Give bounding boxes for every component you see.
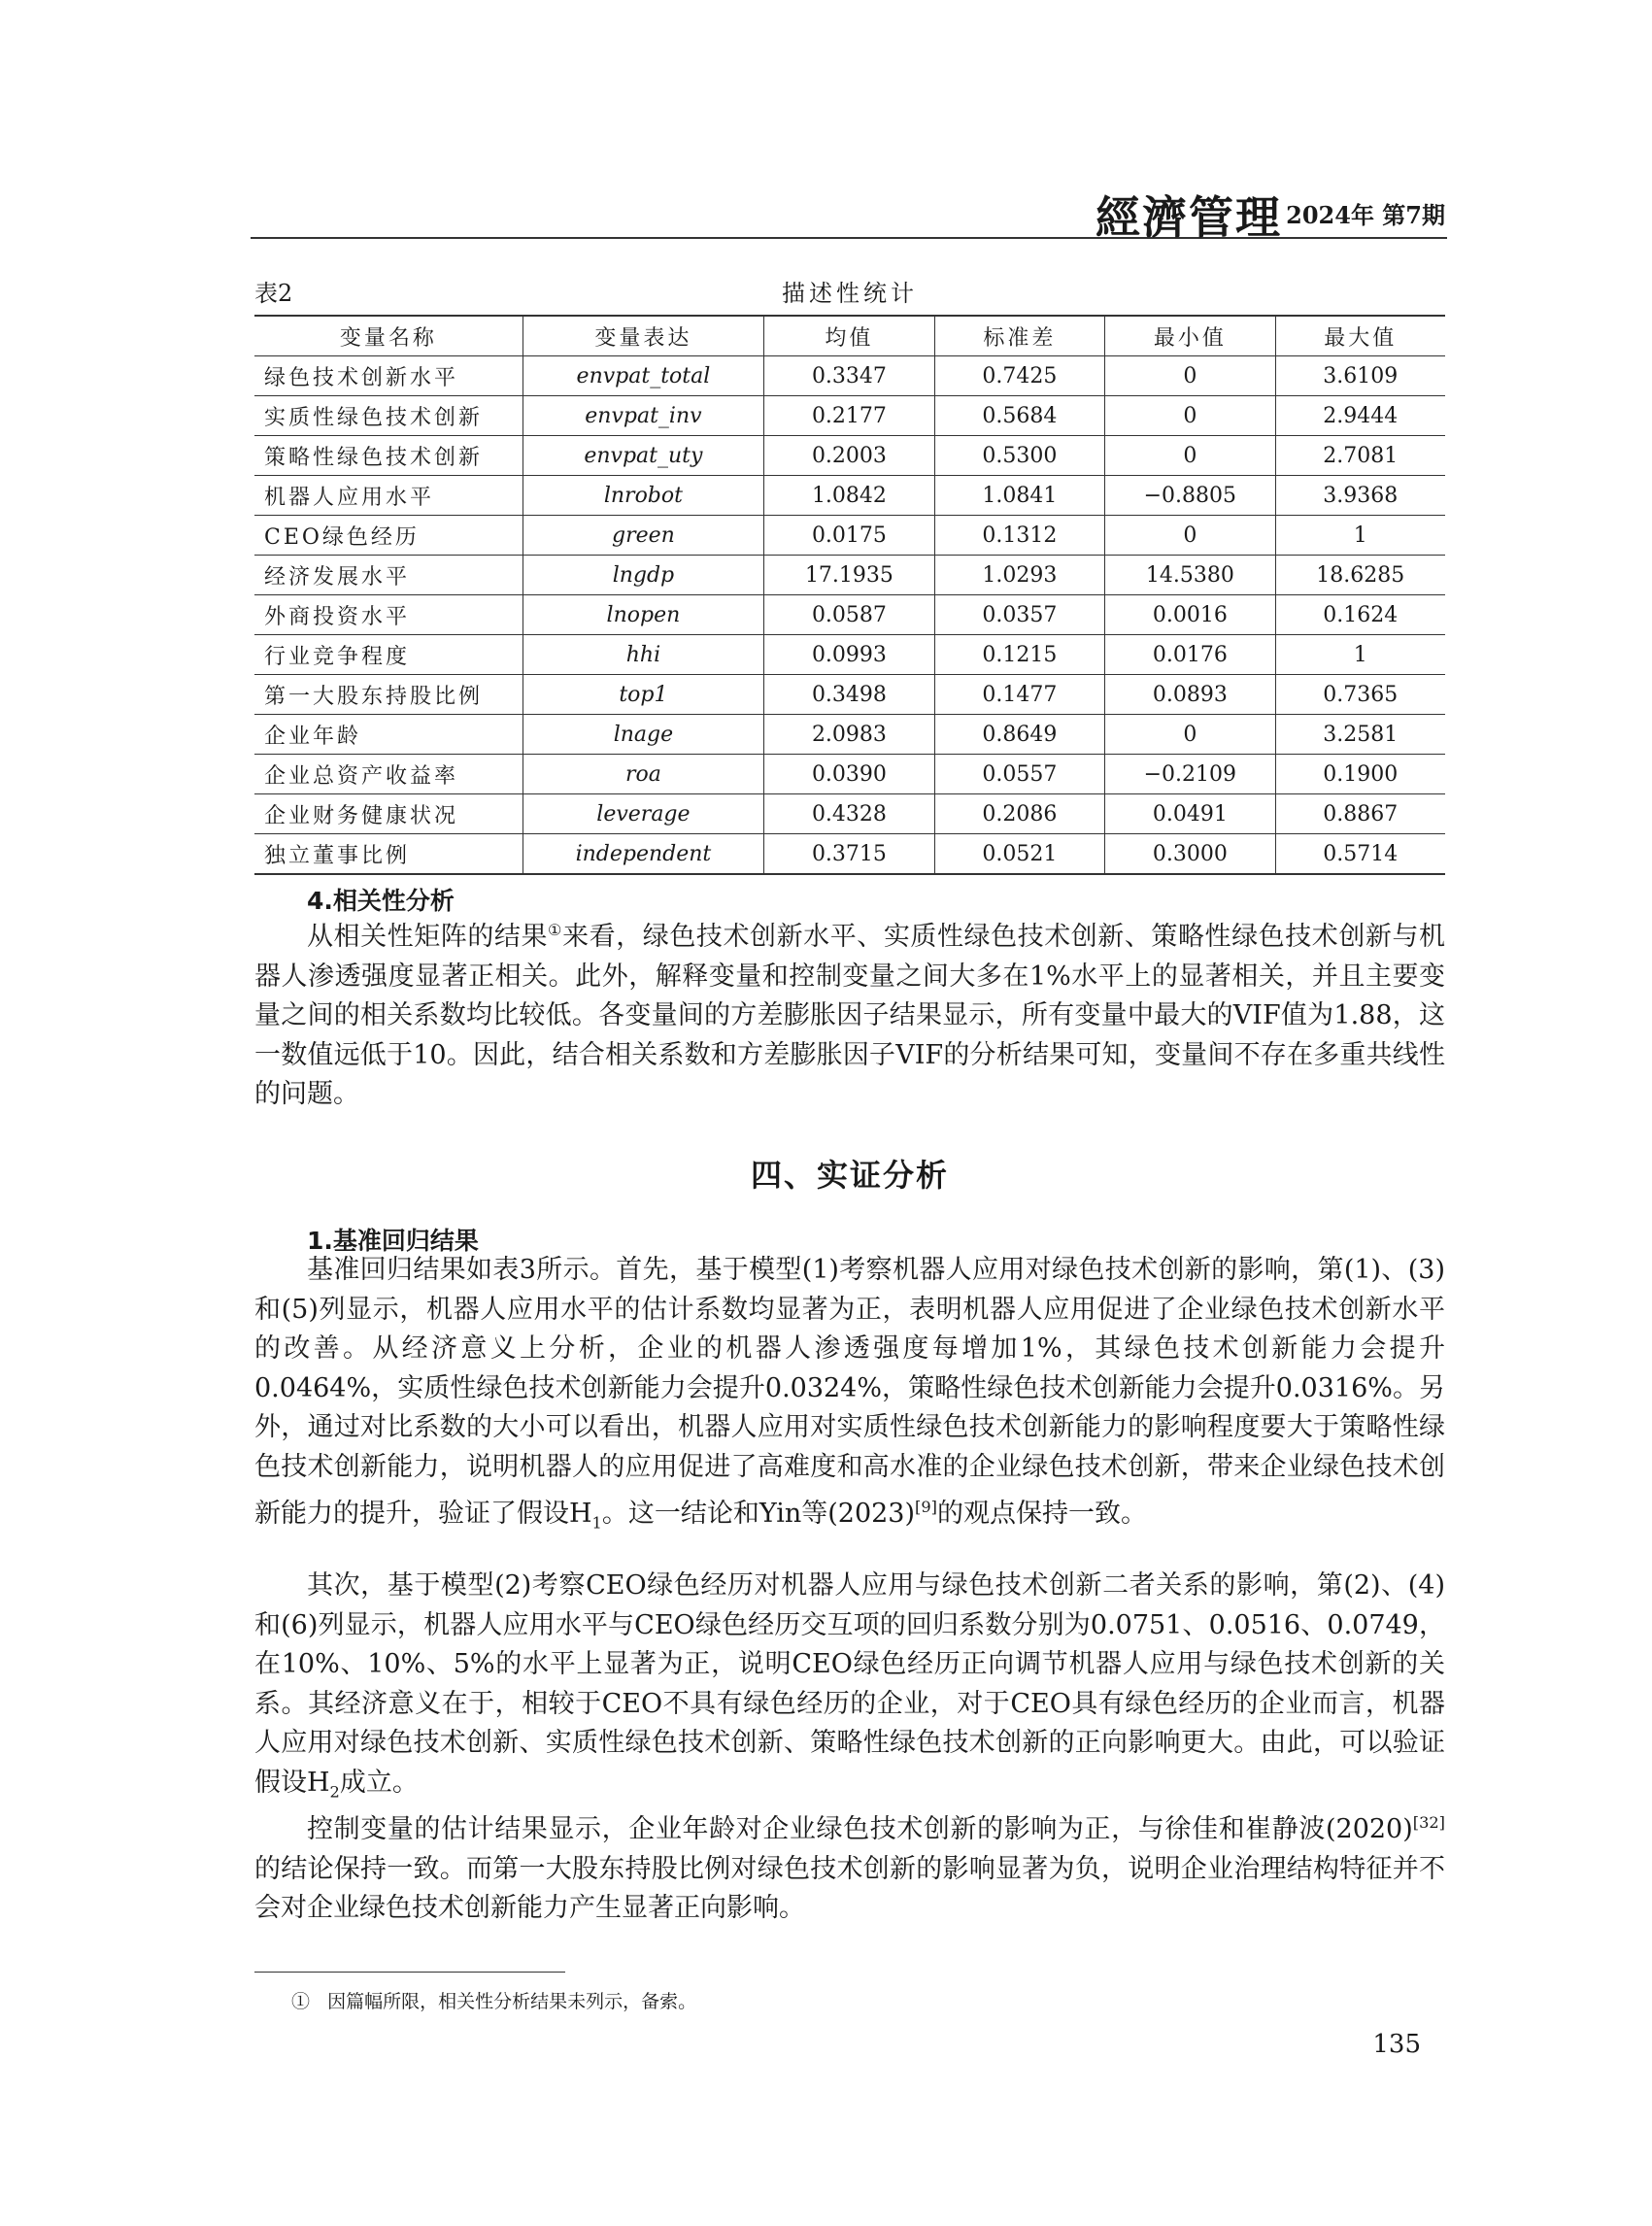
max-cell: 2.7081 [1275, 436, 1445, 476]
max-cell: 1 [1275, 516, 1445, 556]
std-cell: 0.0521 [934, 834, 1104, 875]
page-header [251, 175, 1447, 244]
table-row [254, 675, 1445, 715]
variable-name-cell: 绿色技术创新水平 [254, 356, 523, 396]
variable-expression-cell: independent [523, 834, 764, 875]
table-body [254, 356, 1445, 875]
table-title: 描述性统计 [782, 280, 918, 307]
section-heading-correlation: 4.相关性分析 [307, 887, 455, 915]
variable-expression-cell: lnage [523, 715, 764, 755]
variable-name-cell: 企业年龄 [254, 715, 523, 755]
std-cell: 0.7425 [934, 356, 1104, 396]
std-cell: 0.5300 [934, 436, 1104, 476]
max-cell: 3.6109 [1275, 356, 1445, 396]
min-cell: 0 [1105, 436, 1275, 476]
variable-name-cell: 第一大股东持股比例 [254, 675, 523, 715]
page-number: 135 [1372, 2030, 1421, 2059]
table-caption [254, 270, 1445, 309]
min-cell: 0 [1105, 715, 1275, 755]
min-cell: 0 [1105, 356, 1275, 396]
std-cell: 0.1215 [934, 635, 1104, 675]
min-cell: 0.0491 [1105, 794, 1275, 834]
journal-name: 經濟管理 [1096, 191, 1282, 244]
section-heading-baseline: 1.基准回归结果 [307, 1227, 479, 1255]
max-cell: 1 [1275, 635, 1445, 675]
column-header: 变量表达 [523, 316, 764, 356]
mean-cell: 0.2003 [764, 436, 934, 476]
min-cell: 0.3000 [1105, 834, 1275, 875]
table-row [254, 556, 1445, 595]
table-row [254, 516, 1445, 556]
baseline-paragraph-1 [254, 1251, 1445, 1543]
min-cell: 0 [1105, 516, 1275, 556]
mean-cell: 1.0842 [764, 476, 934, 516]
mean-cell: 0.0175 [764, 516, 934, 556]
paragraph-text: 来看，绿色技术创新水平、实质性绿色技术创新、策略性绿色技术创新与机器人渗透强度显著正相关。此外，解释变量和控制变量之间大多在1%水平上的显著相关，并且主要变量之间的相关系数均比较低。各变量间的方差膨胀因子结果显示，所有变量中最大的VIF值为1.88，这一数值远低于10。因此，结合相关系数和方差膨胀因子VIF的分析结果可知，变量间不存在多重共线性的问题。 [254, 922, 1446, 1110]
table-number: 表2 [254, 280, 293, 307]
issue-label: 2024年 第7期 [1286, 201, 1445, 229]
std-cell: 1.0841 [934, 476, 1104, 516]
subscript: 2 [329, 1782, 340, 1802]
paragraph-text: 的观点保持一致。 [936, 1498, 1147, 1529]
descriptive-statistics-table [254, 315, 1445, 875]
table-row [254, 396, 1445, 436]
mean-cell: 0.4328 [764, 794, 934, 834]
paragraph-text: 成立。 [339, 1767, 419, 1798]
footnote-marker: ① [291, 1991, 311, 2012]
variable-name-cell: 企业总资产收益率 [254, 755, 523, 794]
std-cell: 0.8649 [934, 715, 1104, 755]
std-cell: 0.5684 [934, 396, 1104, 436]
max-cell: 0.8867 [1275, 794, 1445, 834]
std-cell: 0.1312 [934, 516, 1104, 556]
table-row [254, 595, 1445, 635]
min-cell: 0.0016 [1105, 595, 1275, 635]
variable-name-cell: 外商投资水平 [254, 595, 523, 635]
correlation-paragraph [254, 911, 1445, 1115]
column-header: 标准差 [934, 316, 1104, 356]
mean-cell: 0.0993 [764, 635, 934, 675]
subscript: 1 [591, 1512, 602, 1532]
max-cell: 0.1624 [1275, 595, 1445, 635]
table-row [254, 436, 1445, 476]
footnote-text: 因篇幅所限，相关性分析结果未列示，备索。 [327, 1991, 697, 2012]
mean-cell: 0.3498 [764, 675, 934, 715]
variable-expression-cell: envpat_inv [523, 396, 764, 436]
max-cell: 0.7365 [1275, 675, 1445, 715]
table-row [254, 755, 1445, 794]
variable-name-cell: 机器人应用水平 [254, 476, 523, 516]
std-cell: 0.0557 [934, 755, 1104, 794]
variable-expression-cell: envpat_uty [523, 436, 764, 476]
table-row [254, 635, 1445, 675]
std-cell: 0.2086 [934, 794, 1104, 834]
table-header-row [254, 316, 1445, 356]
min-cell: 0 [1105, 396, 1275, 436]
variable-expression-cell: lnrobot [523, 476, 764, 516]
max-cell: 0.1900 [1275, 755, 1445, 794]
variable-name-cell: CEO绿色经历 [254, 516, 523, 556]
variable-expression-cell: roa [523, 755, 764, 794]
table-row [254, 476, 1445, 516]
variable-expression-cell: envpat_total [523, 356, 764, 396]
footnote-marker: ① [548, 921, 563, 939]
mean-cell: 0.0390 [764, 755, 934, 794]
min-cell: 0.0893 [1105, 675, 1275, 715]
mean-cell: 17.1935 [764, 556, 934, 595]
mean-cell: 0.3347 [764, 356, 934, 396]
variable-expression-cell: hhi [523, 635, 764, 675]
table-row [254, 715, 1445, 755]
baseline-paragraph-2 [254, 1567, 1445, 1812]
mean-cell: 0.0587 [764, 595, 934, 635]
citation: [32] [1412, 1813, 1445, 1832]
chapter-title: 四、实证分析 [750, 1157, 949, 1194]
variable-name-cell: 策略性绿色技术创新 [254, 436, 523, 476]
variable-name-cell: 实质性绿色技术创新 [254, 396, 523, 436]
table-row [254, 794, 1445, 834]
std-cell: 0.1477 [934, 675, 1104, 715]
min-cell: 14.5380 [1105, 556, 1275, 595]
column-header: 变量名称 [254, 316, 523, 356]
variable-name-cell: 独立董事比例 [254, 834, 523, 875]
max-cell: 2.9444 [1275, 396, 1445, 436]
variable-expression-cell: green [523, 516, 764, 556]
min-cell: −0.2109 [1105, 755, 1275, 794]
column-header: 最大值 [1275, 316, 1445, 356]
variable-name-cell: 企业财务健康状况 [254, 794, 523, 834]
max-cell: 3.2581 [1275, 715, 1445, 755]
footnote [291, 1987, 696, 2013]
max-cell: 18.6285 [1275, 556, 1445, 595]
mean-cell: 0.3715 [764, 834, 934, 875]
paragraph-text: 的结论保持一致。而第一大股东持股比例对绿色技术创新的影响显著为负，说明企业治理结构特征并不会对企业绿色技术创新能力产生显著正向影响。 [254, 1853, 1445, 1924]
paragraph-text: 基准回归结果如表3所示。首先，基于模型(1)考察机器人应用对绿色技术创新的影响，第(1)、(3)和(5)列显示，机器人应用水平的估计系数均显著为正，表明机器人应用促进了企业绿色技术创新水平的改善。从经济意义上分析，企业的机器人渗透强度每增加1%，其绿色技术创新能力会提升0.0464%，实质性绿色技术创新能力会提升0.0324%，策略性绿色技术创新能力会提升0.0316%。另外，通过对比系数的大小可以看出，机器人应用对实质性绿色技术创新能力的影响程度要大于策略性绿色技术创新能力，说明机器人的应用促进了高难度和高水准的企业绿色技术创新，带来企业绿色技术创新能力的提升，验证了假设H [254, 1255, 1445, 1529]
footnote-divider [254, 1972, 565, 1973]
mean-cell: 2.0983 [764, 715, 934, 755]
variable-expression-cell: lnopen [523, 595, 764, 635]
table-row [254, 356, 1445, 396]
min-cell: −0.8805 [1105, 476, 1275, 516]
citation: [9] [915, 1497, 937, 1516]
max-cell: 0.5714 [1275, 834, 1445, 875]
variable-expression-cell: leverage [523, 794, 764, 834]
variable-name-cell: 经济发展水平 [254, 556, 523, 595]
variable-expression-cell: top1 [523, 675, 764, 715]
paragraph-text: 控制变量的估计结果显示，企业年龄对企业绿色技术创新的影响为正，与徐佳和崔静波(2020) [307, 1814, 1413, 1844]
variable-name-cell: 行业竞争程度 [254, 635, 523, 675]
mean-cell: 0.2177 [764, 396, 934, 436]
std-cell: 1.0293 [934, 556, 1104, 595]
min-cell: 0.0176 [1105, 635, 1275, 675]
column-header: 均值 [764, 316, 934, 356]
std-cell: 0.0357 [934, 595, 1104, 635]
max-cell: 3.9368 [1275, 476, 1445, 516]
paragraph-text: 其次，基于模型(2)考察CEO绿色经历对机器人应用与绿色技术创新二者关系的影响，第(2)、(4)和(6)列显示，机器人应用水平与CEO绿色经历交互项的回归系数分别为0.0751、0.0516、0.0749，在10%、10%、5%的水平上显著为正，说明CEO绿色经历正向调节机器人应用与绿色技术创新的关系。其经济意义在于，相较于CEO不具有绿色经历的企业，对于CEO具有绿色经历的企业而言，机器人应用对绿色技术创新、实质性绿色技术创新、策略性绿色技术创新的正向影响更大。由此，可以验证假设H [254, 1570, 1445, 1798]
paragraph-text: 。这一结论和Yin等(2023) [601, 1498, 916, 1529]
paragraph-text: 从相关性矩阵的结果 [307, 922, 549, 952]
column-header: 最小值 [1105, 316, 1275, 356]
variable-expression-cell: lngdp [523, 556, 764, 595]
table-row [254, 834, 1445, 875]
baseline-paragraph-3 [254, 1804, 1445, 1929]
